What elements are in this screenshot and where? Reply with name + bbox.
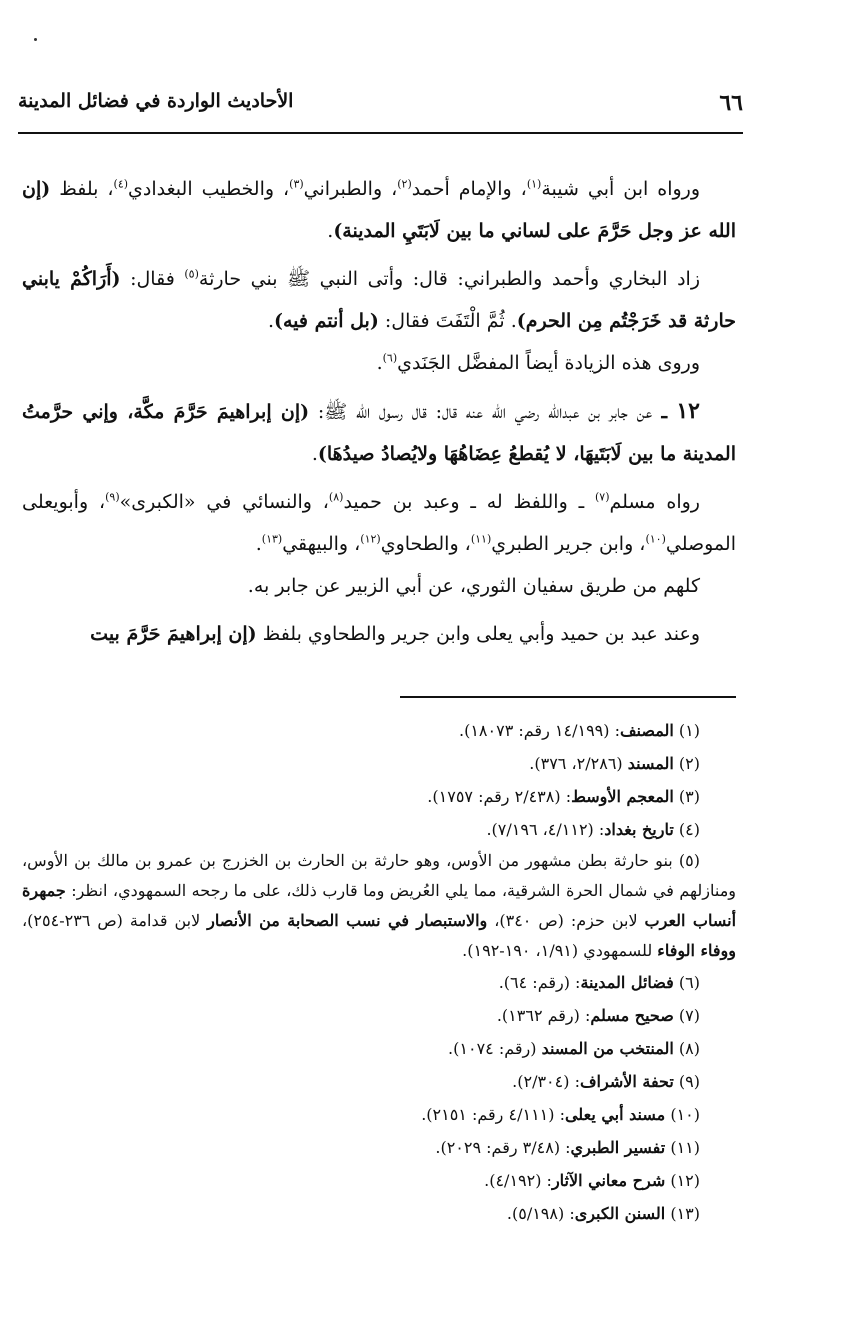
footnote-11: [22, 1131, 736, 1164]
text-run: ، والنسائي في «الكبرى»: [119, 491, 329, 513]
paragraph-takhrij: [22, 481, 736, 565]
footnote-number: (٦): [678, 973, 700, 992]
paragraph-narrations: [22, 168, 736, 252]
source-title: صحيح مسلم: [590, 1006, 674, 1025]
footnote-text: (رقم: ١٠٧٤).: [448, 1039, 542, 1058]
footnote-text: لابن قدامة (ص ٢٣٦-٢٥٤)،: [22, 911, 208, 930]
footnote-10: [22, 1098, 736, 1131]
footnote-separator: [400, 696, 736, 698]
footnote-text: للسمهودي (١/٩١، ١٩٠-١٩٢).: [462, 941, 658, 960]
footnote-ref[interactable]: (١١): [470, 532, 492, 546]
footnote-number: (٥): [678, 851, 700, 870]
footnote-ref[interactable]: (١٠): [645, 532, 666, 546]
text-run: وعند عبد بن حميد وأبي يعلى وابن جرير والطحاوي بلفظ: [256, 623, 700, 645]
footnote-4: [22, 813, 736, 846]
footnote-ref[interactable]: (٢): [397, 177, 412, 191]
text-run: .: [267, 310, 274, 332]
footnote-text: : (٣/٤٨ رقم: ٢٠٢٩).: [435, 1138, 571, 1157]
footnote-8: [22, 1032, 736, 1065]
source-title: المسند: [627, 754, 674, 773]
text-run: ، والطحاوي: [380, 533, 471, 555]
source-title: شرح معاني الآثار: [551, 1171, 666, 1190]
footnote-number: (٣): [678, 787, 700, 806]
text-run: ورواه ابن أبي شيبة: [541, 178, 701, 200]
page-number: ٦٦: [719, 90, 743, 116]
footnotes: [22, 714, 736, 1230]
hadith-text: (أَرَاكُمْ يابني حارثة قد خَرَجْتُم مِن الحرم): [22, 268, 736, 332]
text-run: .: [255, 533, 262, 555]
text-run: . ثُمَّ الْتَفَتَ فقال:: [378, 310, 517, 332]
text-run: ، بلفظ: [50, 178, 114, 200]
footnote-6: [22, 966, 736, 999]
footnote-number: (١): [678, 721, 700, 740]
footnote-text: (٢/٢٨٦، ٣٧٦).: [529, 754, 628, 773]
footnote-13: [22, 1197, 736, 1230]
footnote-number: (١١): [670, 1138, 700, 1157]
footnote-text: : (٢/٤٣٨ رقم: ١٧٥٧).: [427, 787, 572, 806]
footnote-text: : (٤/١١٢، ٧/١٩٦).: [486, 820, 605, 839]
source-title: تاريخ بغداد: [604, 820, 674, 839]
main-text: [22, 168, 736, 655]
source-title: والاستبصار في نسب الصحابة من الأنصار: [207, 911, 488, 930]
text-run: ، والبيهقي: [282, 533, 361, 555]
hadith-text: (بل أنتم فيه): [274, 310, 379, 332]
text-run: .: [376, 352, 383, 374]
footnote-number: (٤): [678, 820, 700, 839]
footnote-text: : (٥/١٩٨).: [506, 1204, 575, 1223]
footnote-text: : (٤/١١١ رقم: ٢١٥١).: [421, 1105, 565, 1124]
footnote-number: (٧): [678, 1006, 700, 1025]
hadith-number: ١٢: [676, 398, 700, 424]
footnote-ref[interactable]: (٥): [184, 267, 199, 281]
text-run: ، والطبراني: [303, 178, 398, 200]
footnote-number: (٢): [678, 754, 700, 773]
footnote-ref[interactable]: (١٣): [261, 532, 283, 546]
footnote-ref[interactable]: (٤): [113, 177, 129, 191]
footnote-ref[interactable]: (١): [526, 177, 542, 191]
dash: ـ: [652, 401, 677, 423]
hadith-text: (إن إبراهيمَ حَرَّمَ بيت: [90, 623, 257, 645]
footnote-ref[interactable]: (٧): [594, 490, 610, 504]
text-run: فقال:: [120, 268, 185, 290]
footnote-number: (٨): [678, 1039, 700, 1058]
source-title: مسند أبي يعلى: [564, 1105, 666, 1124]
source-title: السنن الكبرى: [574, 1204, 666, 1223]
footnote-text: لابن حزم: (ص ٣٤٠)،: [487, 911, 645, 930]
text-run: وروى هذه الزيادة أيضاً المفضَّل الجَنَدي: [397, 352, 700, 374]
footnote-number: (١٣): [670, 1204, 700, 1223]
text-run: .: [327, 220, 334, 242]
source-title: المعجم الأوسط: [571, 787, 674, 806]
footnote-2: [22, 747, 736, 780]
paragraph-also-narrated: [22, 342, 736, 384]
source-title: جمهرة أنساب العرب: [22, 881, 737, 930]
footnote-ref[interactable]: (٩): [105, 490, 120, 504]
hadith-text: (إن إبراهيمَ حَرَّمَ مكَّة، وإني حرَّمتُ المدينة ما بين لَابَتَيهَا، لا يُقطعُ عِضَاهُهَا ولايُصادُ صيدُهَا): [22, 401, 736, 465]
footnote-text: : (٤/١٩٢).: [484, 1171, 552, 1190]
footnote-text: : (١٤/١٩٩ رقم: ١٨٠٧٣).: [459, 721, 620, 740]
source-title: المصنف: [619, 721, 674, 740]
footnote-12: [22, 1164, 736, 1197]
text-run: ، والخطيب البغدادي: [128, 178, 290, 200]
speck-mark: [34, 38, 37, 41]
footnote-number: (١٢): [670, 1171, 700, 1190]
footnote-text: بنو حارثة بطن مشهور من الأوس، وهو حارثة بن الحارث بن الخزرج بن عمرو بن مالك بن الأوس، ومنازلهم في شمال الحرة الشرقية، مما يلي العُريض وما قارب ذلك، على ما رجحه السمهودي، انظر:: [22, 851, 736, 900]
text-run: ـ واللفظ له ـ وعبد بن حميد: [343, 491, 595, 513]
page-header: [18, 88, 743, 134]
footnote-ref[interactable]: (٨): [328, 490, 344, 504]
paragraph-variant-wording: [22, 613, 736, 655]
hadith-12: [22, 390, 736, 475]
footnote-9: [22, 1065, 736, 1098]
footnote-ref[interactable]: (٣): [289, 177, 304, 191]
footnote-5: [22, 846, 736, 966]
source-title: المنتخب من المسند: [541, 1039, 674, 1058]
footnote-text: : (رقم ١٣٦٢).: [496, 1006, 591, 1025]
hadith-text: (إن الله عز وجل حَرَّمَ على لساني ما بين لَابَتَيِ المدينة): [22, 178, 736, 242]
text-run: عن جابر بن عبدالله رضي الله عنه قال: قال رسول الله ﷺ:: [309, 401, 653, 423]
footnote-1: [22, 714, 736, 747]
text-run: .: [311, 443, 318, 465]
source-title: تحفة الأشراف: [579, 1072, 674, 1091]
footnote-text: : (رقم: ٦٤).: [498, 973, 581, 992]
text-run: ، وأبويعلى الموصلي: [22, 491, 736, 555]
footnote-ref[interactable]: (٦): [382, 351, 398, 365]
source-title: ووفاء الوفاء: [657, 941, 736, 960]
source-title: تفسير الطبري: [570, 1138, 666, 1157]
footnote-text: : (٢/٣٠٤).: [512, 1072, 580, 1091]
footnote-3: [22, 780, 736, 813]
text-run: رواه مسلم: [609, 491, 700, 513]
source-title: فضائل المدينة: [580, 973, 674, 992]
paragraph-addition: [22, 258, 736, 342]
footnote-ref[interactable]: (١٢): [360, 532, 381, 546]
paragraph-chain: كلهم من طريق سفيان الثوري، عن أبي الزبير عن جابر به.: [247, 575, 700, 597]
text-run: ، والإمام أحمد: [411, 178, 527, 200]
footnote-number: (٩): [678, 1072, 700, 1091]
footnote-number: (١٠): [670, 1105, 700, 1124]
text-run: زاد البخاري وأحمد والطبراني: قال: وأتى النبي ﷺ بني حارثة: [198, 268, 700, 290]
footnote-7: [22, 999, 736, 1032]
running-title: الأحاديث الواردة في فضائل المدينة: [18, 90, 294, 112]
text-run: ، وابن جرير الطبري: [491, 533, 646, 555]
